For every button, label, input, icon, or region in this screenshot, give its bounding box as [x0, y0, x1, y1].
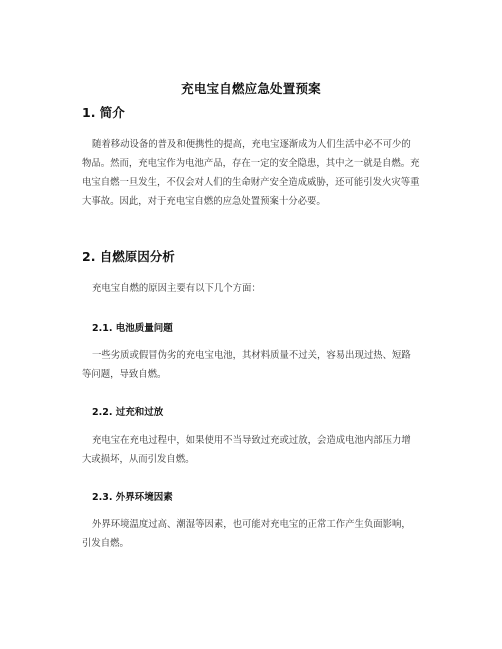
paragraph-line: 物品。然而，充电宝作为电池产品，存在一定的安全隐患，其中之一就是自燃。充 — [82, 158, 420, 169]
paragraph-line: 外界环境温度过高、潮湿等因素，也可能对充电宝的正常工作产生负面影响， — [92, 519, 411, 530]
subsection-heading-environment: 2.3. 外界环境因素 — [92, 492, 173, 503]
subsection-heading-battery-quality: 2.1. 电池质量问题 — [92, 323, 173, 334]
environment-paragraph — [82, 515, 420, 553]
paragraph-line: 一些劣质或假冒伪劣的充电宝电池，其材料质量不过关，容易出现过热、短路 — [92, 350, 411, 361]
causes-intro-paragraph — [82, 279, 420, 298]
battery-quality-paragraph — [82, 346, 420, 384]
section-intro-paragraph — [82, 135, 420, 211]
paragraph-line: 大或损坏，从而引发自燃。 — [82, 454, 195, 465]
paragraph-line: 随着移动设备的普及和便携性的提高，充电宝逐渐成为人们生活中必不可少的 — [92, 139, 411, 150]
paragraph-line: 充电宝在充电过程中，如果使用不当导致过充或过放，会造成电池内部压力增 — [92, 435, 411, 446]
paragraph-line: 引发自燃。 — [82, 538, 129, 549]
paragraph-line: 充电宝自燃的原因主要有以下几个方面： — [92, 283, 261, 294]
paragraph-line: 等问题，导致自燃。 — [82, 369, 167, 380]
paragraph-line: 大事故。因此，对于充电宝自燃的应急处置预案十分必要。 — [82, 196, 326, 207]
section-heading-intro: 1. 简介 — [82, 105, 125, 120]
section-heading-causes: 2. 自燃原因分析 — [82, 249, 175, 264]
subsection-heading-overcharge: 2.2. 过充和过放 — [92, 407, 164, 418]
overcharge-paragraph — [82, 431, 420, 469]
paragraph-line: 电宝自燃一旦发生，不仅会对人们的生命财产安全造成威胁，还可能引发火灾等重 — [82, 177, 420, 188]
document-title: 充电宝自燃应急处置预案 — [181, 81, 321, 96]
